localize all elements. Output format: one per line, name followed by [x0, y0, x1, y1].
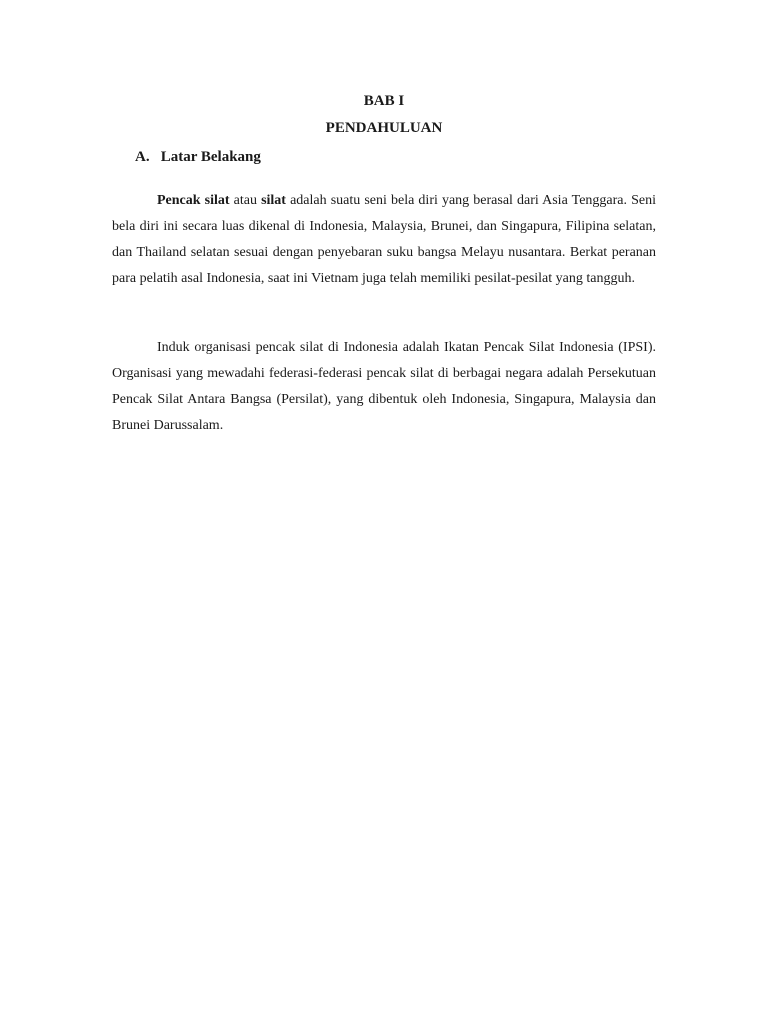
term-pencak-silat: Pencak silat [157, 193, 230, 208]
section-letter: A. [135, 149, 150, 165]
section-title: Latar Belakang [160, 149, 261, 165]
paragraph-1 [112, 188, 656, 292]
chapter-title: PENDAHULUAN [325, 120, 443, 136]
section-heading [135, 148, 261, 166]
paragraph-2: Induk organisasi pencak silat di Indonesia adalah Ikatan Pencak Silat Indonesia (IPSI). Organisasi yang mewadahi federasi-federasi pencak silat di berbagai negara adalah Persekutuan Pencak Silat Antara Bangsa (Persilat), yang dibentuk oleh Indonesia, Singapura, Malaysia dan Brunei Darussalam. [112, 340, 656, 433]
chapter-label: BAB I [363, 93, 405, 109]
term-silat: silat [261, 193, 286, 208]
paragraph-1-text: adalah suatu seni bela diri yang berasal dari Asia Tenggara. Seni bela diri ini secara luas dikenal di Indonesia, Malaysia, Brunei, dan Singapura, Filipina selatan, dan Thailand selatan sesuai dengan penyebaran suku bangsa Melayu nusantara. Berkat peranan para pelatih asal Indonesia, saat ini Vietnam juga telah memiliki pesilat-pesilat yang tangguh. [112, 193, 656, 286]
term-connector: atau [229, 193, 262, 208]
